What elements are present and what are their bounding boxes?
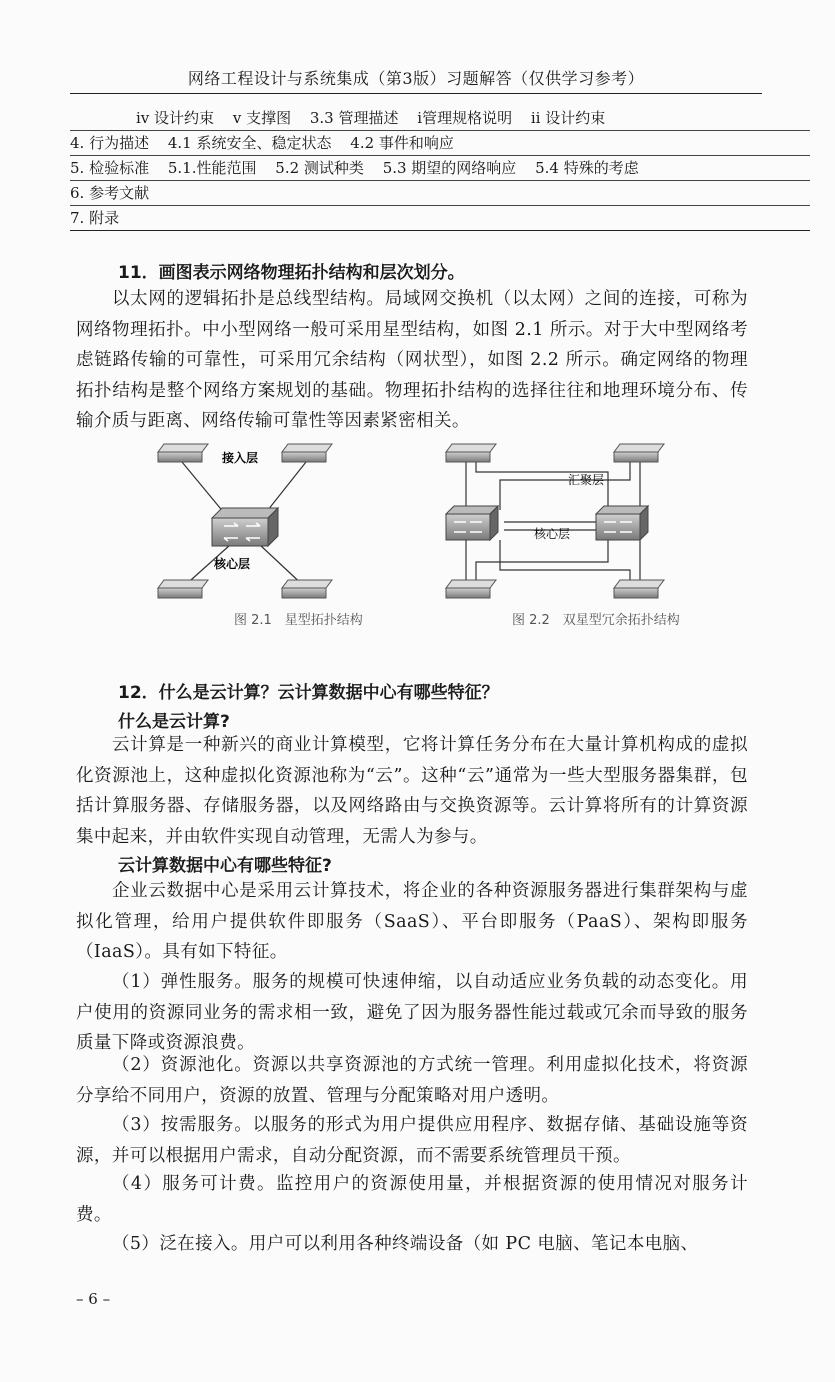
core-switch-icon bbox=[596, 506, 648, 540]
question-12-paragraph-1: 云计算是一种新兴的商业计算模型，它将计算任务分布在大量计算机构成的虚拟化资源池上，这种虚拟化资源池称为“云”。这种“云”通常为一些大型服务器集群，包括计算服务器、存储服务器，以及网络路由与交换资源等。云计算将所有的计算资源集中起来，并由软件实现自动管理，无需人为参与。 bbox=[76, 735, 748, 847]
toc-cell: 5.2 测试种类 bbox=[275, 159, 364, 177]
toc-cell: ⅰ管理规格说明 bbox=[417, 109, 513, 127]
question-12-title: 12．什么是云计算？云计算数据中心有哪些特征？ bbox=[118, 683, 499, 703]
toc-cell: 5.4 特殊的考虑 bbox=[535, 159, 639, 177]
access-switch-icon bbox=[446, 580, 496, 598]
toc-cell: ⅳ 设计约束 bbox=[136, 109, 215, 127]
core-switch-icon bbox=[212, 508, 278, 546]
toc-cell: 6. 参考文献 bbox=[70, 184, 150, 202]
toc-cell: ⅱ 设计约束 bbox=[530, 109, 606, 127]
toc-cell: 5.1.性能范围 bbox=[167, 159, 257, 177]
toc-cell: 4. 行为描述 bbox=[70, 134, 150, 152]
access-switch-icon bbox=[614, 444, 664, 462]
core-switch-icon bbox=[446, 506, 498, 540]
header-rule bbox=[70, 93, 762, 94]
access-switch-icon bbox=[158, 444, 208, 462]
figure-2-1-caption: 图 2.1 星型拓扑结构 bbox=[234, 613, 363, 628]
core-layer-label: 核心层 bbox=[214, 557, 251, 571]
toc-cell: 4.2 事件和响应 bbox=[350, 134, 454, 152]
toc-cell: 4.1 系统安全、稳定状态 bbox=[167, 134, 332, 152]
dual-star-topology-figure bbox=[440, 440, 670, 610]
access-layer-label: 接入层 bbox=[222, 451, 259, 465]
toc-cell: 5. 检验标准 bbox=[70, 159, 150, 177]
toc-row bbox=[70, 131, 810, 156]
star-topology-figure bbox=[150, 440, 340, 610]
question-11-title: 11．画图表示网络物理拓扑结构和层次划分。 bbox=[118, 263, 465, 283]
aggregation-layer-label: 汇聚层 bbox=[568, 473, 605, 487]
access-switch-icon bbox=[282, 444, 332, 462]
feature-item: （1）弹性服务。服务的规模可快速伸缩，以自动适应业务负载的动态变化。用户使用的资源同业务的需求相一致，避免了因为服务器性能过载或冗余而导致的服务质量下降或资源浪费。 bbox=[76, 972, 748, 1053]
running-header: 网络工程设计与系统集成（第3版）习题解答（仅供学习参考） bbox=[187, 69, 645, 88]
toc-cell: 3.3 管理描述 bbox=[309, 109, 399, 127]
toc-row bbox=[70, 106, 810, 131]
feature-item: （4）服务可计费。监控用户的资源使用量，并根据资源的使用情况对服务计费。 bbox=[76, 1174, 748, 1225]
question-12-subheading-1: 什么是云计算? bbox=[118, 712, 230, 732]
question-12-subheading-2: 云计算数据中心有哪些特征? bbox=[118, 856, 332, 876]
toc-row bbox=[70, 181, 810, 206]
feature-item: （2）资源池化。资源以共享资源池的方式统一管理。利用虚拟化技术，将资源分享给不同用户，资源的放置、管理与分配策略对用户透明。 bbox=[76, 1055, 748, 1106]
figure-2-2-caption: 图 2.2 双星型冗余拓扑结构 bbox=[512, 613, 680, 628]
access-switch-icon bbox=[446, 444, 496, 462]
access-switch-icon bbox=[158, 580, 208, 598]
page-number: – 6 – bbox=[76, 1290, 111, 1308]
access-switch-icon bbox=[614, 580, 664, 598]
question-11-paragraph: 以太网的逻辑拓扑是总线型结构。局域网交换机（以太网）之间的连接，可称为网络物理拓扑。中小型网络一般可采用星型结构，如图 2.1 所示。对于大中型网络考虑链路传输的可靠性，可采用冗余结构（网状型），如图 2.2 所示。确定网络的物理拓扑结构是整个网络方案规划的基础。物理拓扑结构的选择往往和地理环境分布、传输介质与距离、网络传输可靠性等因素紧密相关。 bbox=[76, 289, 748, 431]
feature-item: （5）泛在接入。用户可以利用各种终端设备（如 PC 电脑、笔记本电脑、 bbox=[112, 1234, 699, 1254]
toc-table bbox=[70, 106, 810, 231]
toc-cell: ⅴ 支撑图 bbox=[232, 109, 292, 127]
feature-item: （3）按需服务。以服务的形式为用户提供应用程序、数据存储、基础设施等资源，并可以根据用户需求，自动分配资源，而不需要系统管理员干预。 bbox=[76, 1115, 748, 1166]
core-layer-label: 核心层 bbox=[534, 527, 571, 541]
toc-row bbox=[70, 206, 810, 231]
toc-cell: 7. 附录 bbox=[70, 209, 120, 227]
access-switch-icon bbox=[282, 580, 332, 598]
toc-cell: 5.3 期望的网络响应 bbox=[382, 159, 517, 177]
toc-row bbox=[70, 156, 810, 181]
question-12-paragraph-2: 企业云数据中心是采用云计算技术，将企业的各种资源服务器进行集群架构与虚拟化管理，给用户提供软件即服务（SaaS）、平台即服务（PaaS）、架构即服务（IaaS）。具有如下特征。 bbox=[76, 881, 748, 962]
